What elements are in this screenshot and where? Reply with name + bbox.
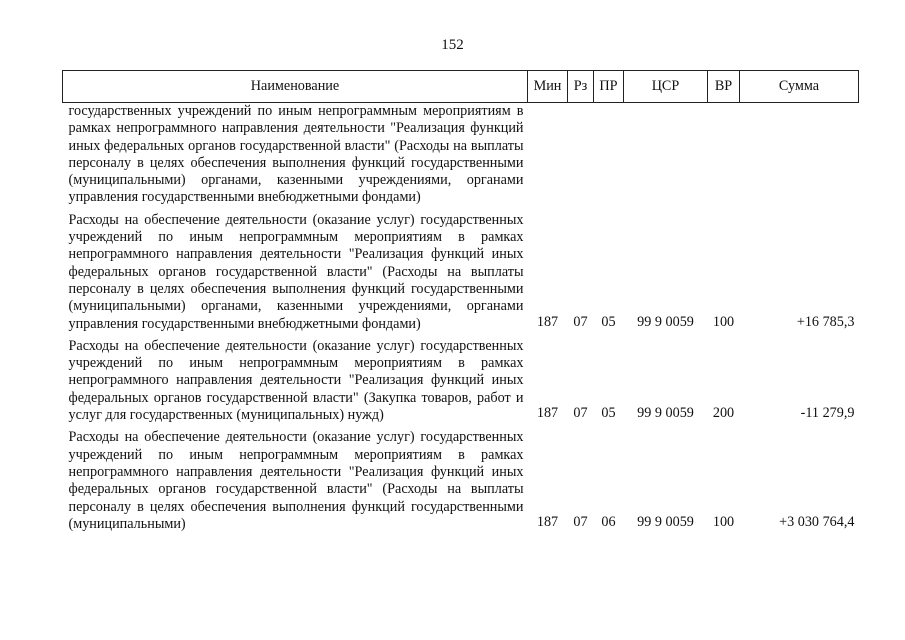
row-pr: 05 (601, 405, 616, 422)
row-sum: +3 030 764,4 (779, 513, 855, 530)
row-rz: 07 (573, 405, 588, 422)
column-header-sum: Сумма (740, 71, 859, 103)
row-min (528, 103, 568, 207)
row-csr (624, 103, 708, 207)
column-header-name: Наименование (63, 71, 528, 103)
row-rz (568, 103, 594, 207)
row-name: Расходы на обеспечение деятельности (оказание услуг) государственных учреждений по иным непрограммным мероприятиям в рамках непрограммного направления деятельности "Реализация функций иных федеральных органов государственной власти" (Закупка товаров, работ и услуг для государственных (муниципальных) нужд) (68, 337, 524, 424)
column-header-min: Мин (528, 71, 568, 103)
table-row (63, 338, 859, 424)
table-row (63, 429, 859, 533)
row-rz: 07 (573, 313, 588, 330)
row-vr (708, 103, 740, 207)
budget-table (62, 70, 859, 533)
row-rz: 07 (573, 513, 588, 530)
row-pr: 05 (601, 313, 616, 330)
row-vr: 200 (712, 405, 735, 422)
table-header-row (63, 71, 859, 103)
table-row (63, 212, 859, 333)
row-csr: 99 9 0059 (637, 513, 694, 530)
row-pr (594, 103, 624, 207)
row-min: 187 (536, 405, 559, 422)
row-min: 187 (536, 313, 559, 330)
row-name: Расходы на обеспечение деятельности (оказание услуг) государственных учреждений по иным непрограммным мероприятиям в рамках непрограммного направления деятельности "Реализация функций иных федеральных органов государственной власти" (Расходы на выплаты персоналу в целях обеспечения выполнения функций государственными (муниципальными) органами, казенными учреждениями, органами управления государственными внебюджетными фондами) (68, 211, 524, 332)
row-name: Расходы на обеспечение деятельности (оказание услуг) государственных учреждений по иным непрограммным мероприятиям в рамках непрограммного направления деятельности "Реализация функций иных федеральных органов государственной власти" (Расходы на выплаты персоналу в целях обеспечения выполнения функций государственными (муниципальными) (68, 429, 524, 532)
row-name: государственных учреждений по иным непрограммным мероприятиям в рамках непрограммного направления деятельности "Реализация функций иных федеральных органов государственной власти" (Расходы на выплаты персоналу в целях обеспечения выполнения функций государственными (муниципальными) органами, казенными учреждениями, органами управления государственными внебюджетными фондами) (68, 103, 524, 206)
page-number: 152 (441, 37, 464, 53)
row-csr: 99 9 0059 (637, 405, 694, 422)
row-csr: 99 9 0059 (637, 313, 694, 330)
row-sum: +16 785,3 (796, 313, 855, 330)
column-header-csr: ЦСР (624, 71, 708, 103)
row-sum (740, 103, 859, 207)
row-pr: 06 (601, 513, 616, 530)
column-header-pr: ПР (594, 71, 624, 103)
column-header-vr: ВР (708, 71, 740, 103)
row-sum: -11 279,9 (800, 405, 855, 422)
column-header-rz: Рз (568, 71, 594, 103)
table-row (63, 103, 859, 207)
row-vr: 100 (712, 313, 735, 330)
row-min: 187 (536, 513, 559, 530)
row-vr: 100 (712, 513, 735, 530)
